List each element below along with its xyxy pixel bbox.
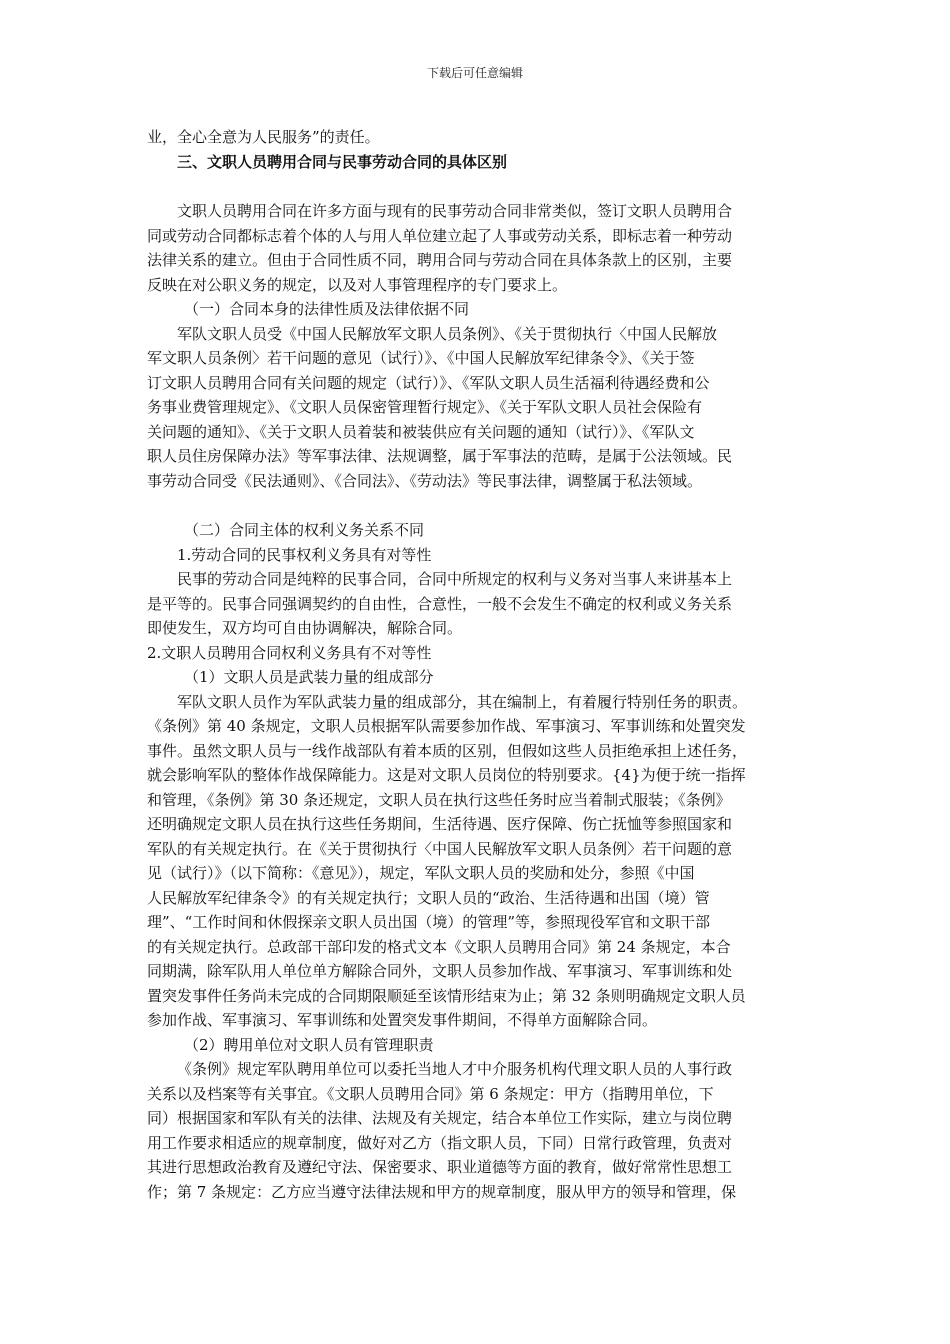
paragraph-line: 《条例》第 40 条规定，文职人员根据军队需要参加作战、军事演习、军事训练和处置突发 [147, 717, 746, 735]
paragraph-line: 的有关规定执行。总政部干部印发的格式文本《文职人员聘用合同》第 24 条规定，本合 [147, 937, 731, 956]
paragraph-line: 务事业费管理规定》、《文职人员保密管理暂行规定》、《关于军队文职人员社会保险有 [147, 398, 703, 416]
blank-line [147, 493, 807, 518]
paragraph-line: 置突发事件任务尚未完成的合同期限顺延至该情形结束为止；第 32 条则明确规定文职人员 [147, 986, 746, 1005]
page-header: 下载后可任意编辑 [426, 66, 523, 80]
paragraph-line: 其进行思想政治教育及遵纪守法、保密要求、职业道德等方面的教育，做好常常性思想工 [147, 1158, 733, 1176]
blank-line [147, 174, 807, 199]
paragraph-line: 即使发生，双方均可自由协调解决，解除合同。 [147, 619, 463, 637]
paragraph-line: 用工作要求相适应的规章制度，做好对乙方（指文职人员，下同）日常行政管理，负责对 [147, 1133, 733, 1152]
paragraph-line: 关问题的通知》、《关于文职人员着装和被装供应有关问题的通知（试行）》、《军队文 [147, 422, 695, 441]
paragraph-line: 见（试行）》（以下简称：《意见》），规定，军队文职人员的奖励和处分，参照《中国 [147, 864, 695, 882]
subsection-heading: 1.劳动合同的民事权利义务具有对等性 [177, 545, 432, 564]
paragraph-line: 订文职人员聘用合同有关问题的规定（试行）》、《军队文职人员生活福利待遇经费和公 [147, 373, 710, 392]
subsection-heading: （2）聘用单位对文职人员有管理职责 [184, 1035, 434, 1054]
paragraph-line: 军队的有关规定执行。在《关于贯彻执行〈中国人民解放军文职人员条例〉若干问题的意 [147, 839, 733, 858]
section-heading: 三、文职人员聘用合同与民事劳动合同的具体区别 [177, 152, 508, 171]
paragraph-line: 军队文职人员受《中国人民解放军文职人员条例》、《关于贯彻执行〈中国人民解放 [177, 324, 718, 343]
subsection-heading: 2.文职人员聘用合同权利义务具有不对等性 [147, 643, 432, 662]
paragraph-line: 是平等的。民事合同强调契约的自由性，合意性，一般不会发生不确定的权利或义务关系 [147, 594, 733, 613]
paragraph-line: 同）根据国家和军队有关的法律、法规及有关规定，结合本单位工作实际，建立与岗位聘 [147, 1109, 733, 1127]
paragraph-line: 还明确规定文职人员在执行这些任务期间，生活待遇、医疗保障、伤亡抚恤等参照国家和 [147, 815, 733, 833]
paragraph-line: 反映在对公职义务的规定，以及对人事管理程序的专门要求上。 [147, 275, 568, 294]
paragraph-line: 法律关系的建立。但由于合同性质不同，聘用合同与劳动合同在具体条款上的区别，主要 [147, 251, 733, 269]
paragraph-line: 民事的劳动合同是纯粹的民事合同，合同中所规定的权利与义务对当事人来讲基本上 [177, 570, 733, 588]
subsection-heading: （二）合同主体的权利义务关系不同 [184, 521, 425, 539]
paragraph-line: 关系以及档案等有关事宜。《文职人员聘用合同》第 6 条规定：甲方（指聘用单位，下 [147, 1084, 714, 1103]
paragraph-line: 《条例》规定军队聘用单位可以委托当地人才中介服务机构代理文职人员的人事行政 [177, 1060, 733, 1078]
paragraph-line: 军队文职人员作为军队武装力量的组成部分，其在编制上，有着履行特别任务的职责。 [177, 692, 748, 711]
body-line: 业，全心全意为人民服务”的责任。 [147, 128, 380, 146]
paragraph-line: 和管理，《条例》第 30 条还规定，文职人员在执行这些任务时应当着制式服装；《条例》 [147, 790, 731, 809]
paragraph-line: 职人员住房保障办法》等军事法律、法规调整，属于军事法的范畴，是属于公法领域。民 [147, 447, 733, 465]
paragraph-line: 同或劳动合同都标志着个体的人与用人单位建立起了人事或劳动关系，即标志着一种劳动 [147, 226, 733, 245]
paragraph-line: 理”、“工作时间和休假探亲文职人员出国（境）的管理”等，参照现役军官和文职干部 [147, 913, 711, 931]
paragraph-line: 作；第 7 条规定：乙方应当遵守法律法规和甲方的规章制度，服从甲方的领导和管理，保 [147, 1182, 737, 1201]
subsection-heading: （一）合同本身的法律性质及法律依据不同 [184, 300, 470, 318]
paragraph-line: 文职人员聘用合同在许多方面与现有的民事劳动合同非常类似，签订文职人员聘用合 [177, 202, 733, 220]
document-body [147, 125, 807, 1204]
paragraph-line: 就会影响军队的整体作战保障能力。这是对文职人员岗位的特别要求。{4}为便于统一指挥 [147, 766, 746, 784]
paragraph-line: 参加作战、军事演习、军事训练和处置突发事件期间，不得单方面解除合同。 [147, 1011, 658, 1029]
paragraph-line: 同期满，除军队用人单位单方解除合同外，文职人员参加作战、军事演习、军事训练和处 [147, 962, 733, 980]
paragraph-line: 军文职人员条例〉若干问题的意见（试行）》、《中国人民解放军纪律条令》、《关于签 [147, 349, 695, 367]
paragraph-line: 人民解放军纪律条令》的有关规定执行；文职人员的“政治、生活待遇和出国（境）管 [147, 888, 710, 907]
subsection-heading: （1）文职人员是武装力量的组成部分 [184, 668, 434, 686]
paragraph-line: 事件。虽然文职人员与一线作战部队有着本质的区别，但假如这些人员拒绝承担上述任务， [147, 741, 748, 760]
paragraph-line: 事劳动合同受《民法通则》、《合同法》、《劳动法》等民事法律，调整属于私法领域。 [147, 471, 703, 490]
